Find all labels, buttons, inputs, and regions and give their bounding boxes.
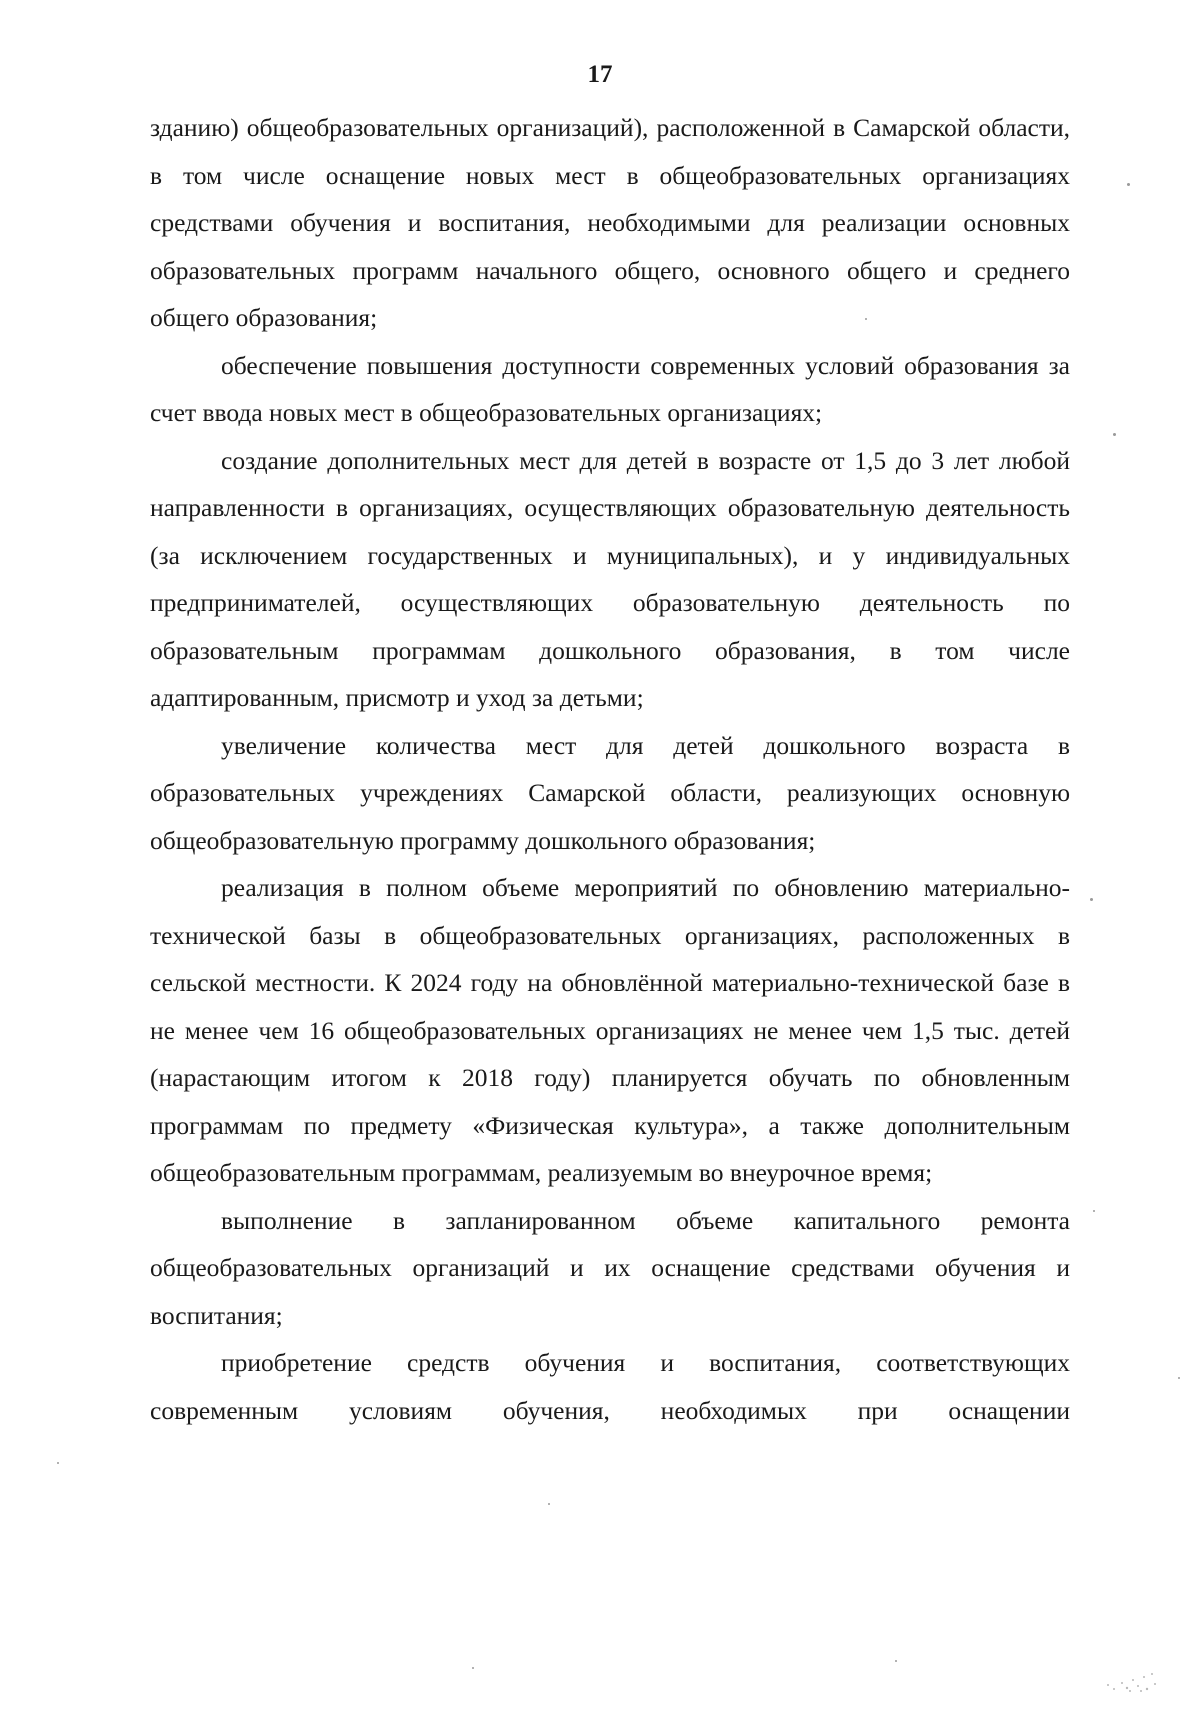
paragraph-equipment-purchase: приобретение средств обучения и воспитания, соответствующих современным условиям обучения, необходимых при оснащении xyxy=(150,1348,1070,1425)
paragraph-early-childhood-places: создание дополнительных мест для детей в возрасте от 1,5 до 3 лет любой направленности в организациях, осуществляющих образовательную деятельность (за исключением государственных и муниципальных), и у индивидуальных предпринимателей, осуществляющих образовательную деятельность по образовательным программам дошкольного образования, в том числе адаптированным, присмотр и уход за детьми; xyxy=(150,445,1070,712)
scan-speck xyxy=(1127,183,1130,186)
paragraph-preschool-places: увеличение количества мест для детей дошкольного возраста в образовательных учреждениях Самарской области, реализующих основную общеобразовательную программу дошкольного образования; xyxy=(150,730,1070,855)
scan-speck xyxy=(57,1462,59,1464)
scan-speck xyxy=(895,1660,897,1662)
scan-speck xyxy=(1090,898,1093,901)
document-body xyxy=(150,104,1070,1434)
scan-speck xyxy=(472,1667,474,1669)
scan-speck xyxy=(865,318,867,320)
paragraph-continuation: зданию) общеобразовательных организаций), расположенной в Самарской области, в том числе оснащение новых мест в общеобразовательных организациях средствами обучения и воспитания, необходимыми для реализации основных образовательных программ начального общего, основного общего и среднего общего образования; xyxy=(150,113,1070,332)
scan-speck xyxy=(1178,1377,1180,1379)
page-number: 17 xyxy=(587,61,613,88)
paragraph-rural-facilities: реализация в полном объеме мероприятий по обновлению материально-технической базы в общеобразовательных организациях, расположенных в сельской местности. К 2024 году на обновлённой материально-технической базе в не менее чем 16 общеобразовательных организациях не менее чем 1,5 тыс. детей (нарастающим итогом к 2018 году) планируется обучать по обновленным программам по предмету «Физическая культура», а также дополнительным общеобразовательным программам, реализуемым во внеурочное время; xyxy=(150,873,1070,1187)
scan-speck xyxy=(548,1503,550,1505)
scan-speck xyxy=(1093,1210,1095,1212)
scan-noise xyxy=(1100,1665,1160,1693)
paragraph-access-improvement: обеспечение повышения доступности современных условий образования за счет ввода новых мест в общеобразовательных организациях; xyxy=(150,350,1070,427)
scan-speck xyxy=(1113,433,1116,436)
paragraph-capital-repair: выполнение в запланированном объеме капитального ремонта общеобразовательных организаций и их оснащение средствами обучения и воспитания; xyxy=(150,1205,1070,1330)
